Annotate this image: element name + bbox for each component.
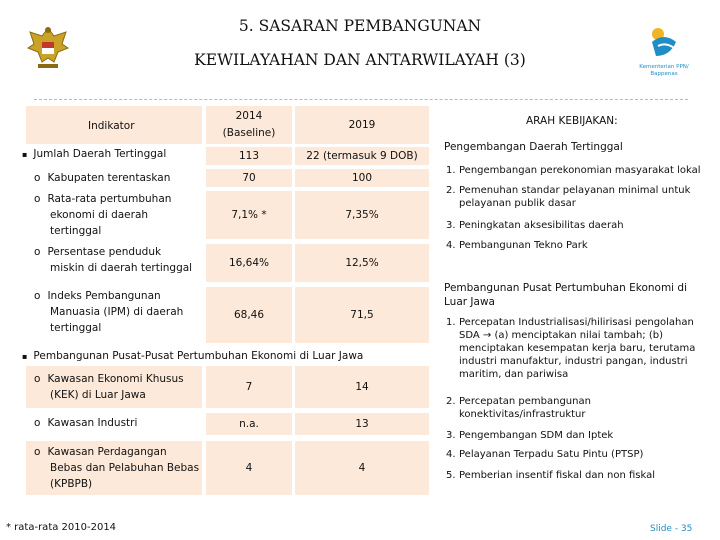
header-2014-sub: (Baseline) xyxy=(222,127,276,139)
row2-0-2014-value: 7 xyxy=(245,381,253,393)
circle-bullet-icon: o xyxy=(34,373,41,385)
row2-1-2014-value: n.a. xyxy=(239,418,259,430)
footnote: * rata-rata 2010-2014 xyxy=(6,522,117,533)
row1-1-2014-value: 7,1% * xyxy=(231,209,267,221)
row1-3-2019-value: 71,5 xyxy=(350,309,374,321)
section1-2014-value: 113 xyxy=(238,150,260,162)
row1-3-2019 xyxy=(295,287,429,343)
row1-0-label xyxy=(34,170,170,186)
row1-2-line-0: Persentase penduduk xyxy=(47,246,162,258)
group2-item-0-line-1: SDA → (a) menciptakan nilai tambah; (b) xyxy=(459,330,664,341)
row2-0-2019-value: 14 xyxy=(355,381,369,393)
group2-item-3 xyxy=(446,448,643,461)
group1-item-3-line-0: Pembangunan Tekno Park xyxy=(459,240,588,251)
group2-item-0-line-4: maritim, dan pariwisa xyxy=(459,369,569,380)
row1-0-line-0: Kabupaten terentaskan xyxy=(47,172,171,184)
group2-item-0 xyxy=(446,316,695,381)
group2-item-0-line-3: industri manufaktur, industri pangan, industri xyxy=(459,356,688,367)
row2-0-2014 xyxy=(206,366,292,408)
group2-item-1-line-1: konektivitas/infrastruktur xyxy=(459,409,586,420)
section1-label xyxy=(22,146,166,163)
header-2019 xyxy=(295,106,429,144)
row1-2-label xyxy=(34,244,192,276)
square-bullet-icon: ▪ xyxy=(22,352,28,361)
row1-3-line-2: tertinggal xyxy=(50,322,102,334)
title-divider xyxy=(34,99,688,100)
group2-item-4-line-0: Pemberian insentif fiskal dan non fiskal xyxy=(459,470,656,481)
section2-label xyxy=(22,348,363,365)
row1-0-2019-value: 100 xyxy=(351,172,373,184)
group2-item-3-num: 4. xyxy=(446,449,456,460)
row2-0-line-1: (KEK) di Luar Jawa xyxy=(50,389,146,401)
bappenas-logo-text-2: Bappenas xyxy=(650,71,678,77)
slide-number: Slide - 35 xyxy=(650,524,693,534)
group1-item-1-num: 2. xyxy=(446,185,456,196)
policy-group2-title-line-1: Pembangunan Pusat Pertumbuhan Ekonomi di xyxy=(444,282,688,294)
page-title-line-2: KEWILAYAHAN DAN ANTARWILAYAH (3) xyxy=(194,51,526,69)
row1-3-2014-value: 68,46 xyxy=(233,309,265,321)
row1-1-2019-value: 7,35% xyxy=(345,209,379,221)
row1-1-line-0: Rata-rata pertumbuhan xyxy=(47,193,172,205)
group2-item-2-line-0: Pengembangan SDM dan Iptek xyxy=(459,430,614,441)
row1-0-2014-value: 70 xyxy=(242,172,256,184)
row1-1-label xyxy=(34,191,171,239)
group2-item-4-num: 5. xyxy=(446,470,456,481)
row2-0-2019 xyxy=(295,366,429,408)
group1-item-2-line-0: Peningkatan aksesibilitas daerah xyxy=(459,220,624,231)
row2-1-2019-value: 13 xyxy=(355,418,369,430)
row2-1-2019 xyxy=(295,413,429,435)
group1-item-1-line-0: Pemenuhan standar pelayanan minimal untuk xyxy=(459,185,691,196)
header-2014-label: 2014 xyxy=(235,110,263,122)
row1-1-2014 xyxy=(206,191,292,239)
group1-item-3-num: 4. xyxy=(446,240,456,251)
circle-bullet-icon: o xyxy=(34,417,41,429)
circle-bullet-icon: o xyxy=(34,446,41,458)
row2-2-2019 xyxy=(295,441,429,495)
circle-bullet-icon: o xyxy=(34,246,41,258)
row1-1-line-2: tertinggal xyxy=(50,225,102,237)
header-2019-label: 2019 xyxy=(348,119,376,131)
group2-item-2-num: 3. xyxy=(446,430,456,441)
group1-item-2-num: 3. xyxy=(446,220,456,231)
row1-1-2019 xyxy=(295,191,429,239)
row2-2-line-2: (KPBPB) xyxy=(50,478,93,490)
group2-item-1-num: 2. xyxy=(446,396,456,407)
row2-0-line-0: Kawasan Ekonomi Khusus xyxy=(47,373,184,385)
policy-group1-title: Pengembangan Daerah Tertinggal xyxy=(444,141,623,153)
row2-2-2014-value: 4 xyxy=(245,462,253,474)
group1-item-0 xyxy=(446,164,701,177)
row1-2-2014 xyxy=(206,244,292,282)
circle-bullet-icon: o xyxy=(34,290,41,302)
row2-1-label xyxy=(34,415,137,431)
group1-item-1 xyxy=(446,184,690,210)
group2-item-1 xyxy=(446,395,591,421)
row2-2-line-0: Kawasan Perdagangan xyxy=(47,446,167,458)
circle-bullet-icon: o xyxy=(34,172,41,184)
header-indikator-label: Indikator xyxy=(88,120,135,132)
section1-text: Jumlah Daerah Tertinggal xyxy=(33,148,167,160)
row1-3-label xyxy=(34,288,183,336)
group1-item-0-num: 1. xyxy=(446,165,456,176)
row2-1-2014 xyxy=(206,413,292,435)
row1-0-2019 xyxy=(295,169,429,187)
bappenas-logo-text-1: Kementerian PPN/ xyxy=(639,64,689,70)
section1-2019 xyxy=(295,147,429,165)
group2-item-2 xyxy=(446,429,613,442)
policy-group2-title-line-2: Luar Jawa xyxy=(444,296,495,308)
group2-item-0-num: 1. xyxy=(446,317,456,328)
row2-1-line-0: Kawasan Industri xyxy=(47,417,138,429)
group1-item-2 xyxy=(446,219,624,232)
row2-2-line-1: Bebas dan Pelabuhan Bebas xyxy=(50,462,200,474)
group1-item-0-line-0: Pengembangan perekonomian masyarakat lokal xyxy=(459,165,701,176)
row1-1-line-1: ekonomi di daerah xyxy=(50,209,149,221)
row1-2-2019 xyxy=(295,244,429,282)
row1-3-2014 xyxy=(206,287,292,343)
row1-0-2014 xyxy=(206,169,292,187)
circle-bullet-icon: o xyxy=(34,193,41,205)
row1-3-line-0: Indeks Pembangunan xyxy=(47,290,161,302)
group2-item-3-line-0: Pelayanan Terpadu Satu Pintu (PTSP) xyxy=(459,449,644,460)
section2-text: Pembangunan Pusat-Pusat Pertumbuhan Ekonomi di Luar Jawa xyxy=(33,350,364,362)
policy-heading: ARAH KEBIJAKAN: xyxy=(526,115,618,127)
row1-3-line-1: Manuasia (IPM) di daerah xyxy=(50,306,184,318)
row1-2-2014-value: 16,64% xyxy=(228,257,270,269)
page-title-line-1: 5. SASARAN PEMBANGUNAN xyxy=(238,17,482,35)
policy-group2-title xyxy=(444,281,687,309)
header-2014 xyxy=(206,106,292,144)
group1-item-3 xyxy=(446,239,588,252)
group2-item-1-line-0: Percepatan pembangunan xyxy=(459,396,591,407)
row2-2-2019-value: 4 xyxy=(358,462,366,474)
square-bullet-icon: ▪ xyxy=(22,150,28,159)
row1-2-2019-value: 12,5% xyxy=(345,257,379,269)
group1-item-1-line-1: pelayanan publik dasar xyxy=(459,198,576,209)
section1-2019-value: 22 (termasuk 9 DOB) xyxy=(306,150,418,162)
group2-item-0-line-2: menciptakan kesempatan kerja baru, terutama xyxy=(459,343,696,354)
group2-item-4 xyxy=(446,469,655,482)
row2-0-label xyxy=(34,371,184,403)
row2-2-2014 xyxy=(206,441,292,495)
section1-2014 xyxy=(206,147,292,165)
group2-item-0-line-0: Percepatan Industrialisasi/hilirisasi pengolahan xyxy=(459,317,694,328)
row1-2-line-1: miskin di daerah tertinggal xyxy=(50,262,193,274)
row2-2-label xyxy=(34,444,199,492)
